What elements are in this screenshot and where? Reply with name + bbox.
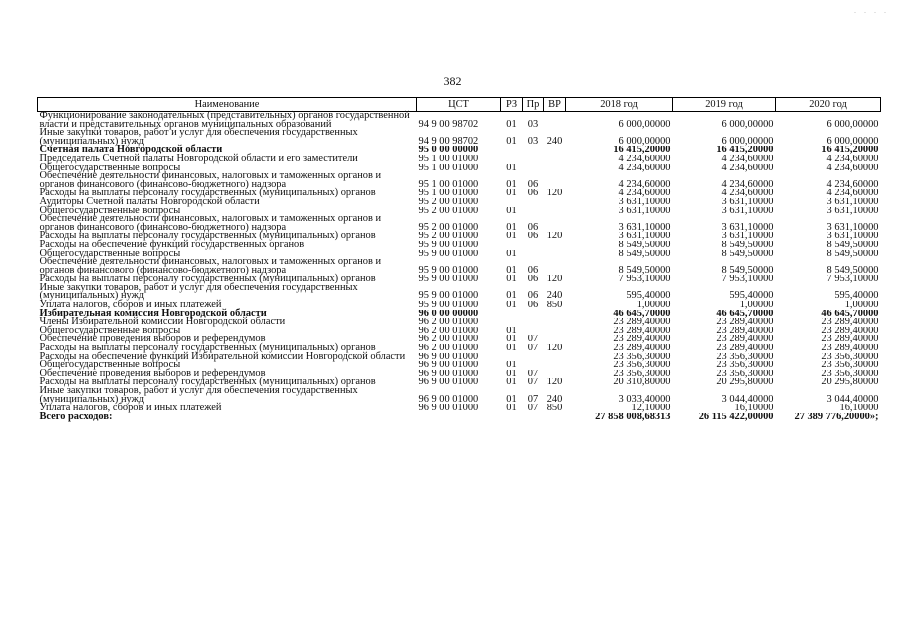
- page-number: 382: [443, 74, 462, 88]
- cell-name: Председатель Счетной палаты Новгородской области и его заместители: [39, 152, 358, 164]
- cell-rz: 01: [506, 335, 517, 345]
- cell-y2018: 20 310,80000: [613, 378, 671, 387]
- cell-vr: [544, 164, 566, 173]
- cell-y2018: 7 953,10000: [618, 275, 671, 284]
- cell-name: Члены Избирательной комиссии Новгородской области: [39, 316, 286, 328]
- cell-y2018: 8 549,50000: [618, 249, 671, 259]
- cell-cst: 96 2 00 01000: [418, 326, 479, 336]
- cell-cst: 95 9 00 01000: [418, 290, 479, 302]
- cell-y2019: 3 631,10000: [721, 221, 774, 233]
- corner-mark: . . . .: [854, 6, 889, 15]
- cell-y2019: 4 234,60000: [721, 154, 774, 164]
- cell-rz: 01: [506, 393, 517, 405]
- cell-rz: 01: [506, 290, 517, 302]
- budget-table: [37, 97, 881, 421]
- cell-vr: [544, 112, 566, 130]
- table-row: [38, 404, 881, 413]
- cell-rz: [501, 241, 523, 250]
- cell-vr: [544, 207, 566, 216]
- cell-cst: 95 2 00 01000: [418, 232, 479, 241]
- cell-y2019: 23 289,40000: [716, 318, 774, 327]
- cell-name: Расходы на обеспечение функций государственных органов: [39, 238, 305, 250]
- cell-y2020: 16,10000: [839, 404, 879, 413]
- cell-cst: 94 9 00 98702: [418, 118, 479, 130]
- cell-y2019: 16 415,20000: [716, 146, 774, 155]
- cell-name: Иные закупки товаров, работ и услуг для обеспечения государственных (муниципальных) нужд: [39, 127, 358, 147]
- cell-y2020: 8 549,50000: [826, 264, 879, 276]
- cell-y2018: 12,10000: [631, 404, 671, 413]
- cell-rz: [501, 310, 523, 319]
- cell-rz: 01: [506, 163, 517, 173]
- cell-cst: 95 1 00 01000: [418, 178, 479, 190]
- cell-y2018: 3 631,10000: [618, 206, 671, 216]
- cell-y2018: 595,40000: [626, 290, 671, 302]
- cell-name: Расходы на выплаты персоналу государственных (муниципальных) органов: [39, 230, 376, 242]
- cell-y2020: 7 953,10000: [826, 275, 879, 284]
- cell-y2019: 1,00000: [739, 301, 774, 310]
- cell-vr: [544, 413, 566, 422]
- cell-rz: 01: [506, 264, 517, 276]
- cell-cst: 95 1 00 01000: [418, 154, 479, 164]
- cell-pr: 07: [527, 369, 539, 379]
- cell-cst: 96 0 00 00000: [418, 309, 479, 319]
- cell-y2020: 23 356,30000: [821, 352, 879, 362]
- cell-y2020: 23 356,30000: [821, 361, 879, 370]
- cell-cst: 95 9 00 01000: [418, 240, 479, 250]
- cell-y2020: 3 631,10000: [826, 206, 879, 216]
- cell-cst: 95 9 00 01000: [418, 249, 479, 259]
- cell-rz: 01: [506, 189, 517, 198]
- cell-y2020: 595,40000: [834, 290, 879, 302]
- cell-rz: 01: [506, 378, 517, 387]
- cell-y2018: 16 415,20000: [613, 146, 671, 155]
- cell-cst: 94 9 00 98702: [418, 135, 479, 147]
- cell-pr: 07: [527, 393, 539, 405]
- cell-rz: [501, 318, 523, 327]
- cell-vr: [544, 250, 566, 259]
- cell-cst: [417, 413, 501, 422]
- cell-y2020: 23 356,30000: [821, 369, 879, 379]
- cell-rz: 01: [506, 249, 517, 259]
- cell-y2019: 16,10000: [734, 404, 774, 413]
- cell-name: Расходы на выплаты персоналу государственных (муниципальных) органов: [39, 376, 376, 388]
- cell-name: Избирательная комиссия Новгородской области: [39, 307, 267, 319]
- cell-cst: 95 0 00 00000: [418, 146, 479, 155]
- cell-cst: 96 9 00 01000: [418, 361, 479, 370]
- cell-rz: 01: [506, 326, 517, 336]
- cell-y2020: 8 549,50000: [826, 240, 879, 250]
- cell-cst: 96 9 00 01000: [418, 352, 479, 362]
- cell-cst: 95 9 00 01000: [418, 275, 479, 284]
- cell-vr: [544, 327, 566, 336]
- table-body: [38, 112, 881, 422]
- cell-rz: [501, 155, 523, 164]
- cell-pr: [523, 164, 544, 173]
- cell-vr: [544, 155, 566, 164]
- cell-pr: [523, 413, 544, 422]
- cell-name: Иные закупки товаров, работ и услуг для обеспечения государственных (муниципальных) нужд: [39, 385, 358, 405]
- cell-pr: [523, 155, 544, 164]
- cell-y2020: 4 234,60000: [826, 178, 879, 190]
- cell-vr: 850: [546, 404, 563, 413]
- cell-y2019: 20 295,80000: [716, 378, 774, 387]
- header-name: Наименование: [38, 98, 417, 112]
- cell-name: Обеспечение проведения выборов и референдумов: [39, 333, 266, 345]
- cell-name: Расходы на обеспечение функций Избирательной комиссии Новгородской области: [39, 350, 406, 362]
- cell-y2020: 1,00000: [844, 301, 879, 310]
- cell-cst: 96 9 00 01000: [418, 369, 479, 379]
- header-2019: 2019 год: [673, 98, 776, 112]
- cell-rz: 01: [506, 369, 517, 379]
- cell-pr: 06: [527, 264, 539, 276]
- cell-rz: [501, 353, 523, 362]
- cell-vr: 120: [546, 232, 563, 241]
- cell-pr: 06: [527, 221, 539, 233]
- cell-cst: 95 1 00 01000: [418, 163, 479, 173]
- cell-name: Всего расходов:: [39, 410, 113, 422]
- cell-name: Иные закупки товаров, работ и услуг для обеспечения государственных (муниципальных) нужд: [39, 281, 358, 302]
- cell-y2018: 23 356,30000: [613, 352, 671, 362]
- cell-cst: 95 9 00 01000: [418, 301, 479, 310]
- cell-y2019: 3 631,10000: [721, 197, 774, 207]
- cell-rz: 01: [506, 135, 517, 147]
- cell-y2018: 23 289,40000: [613, 344, 671, 353]
- cell-vr: 240: [546, 393, 563, 405]
- cell-pr: 06: [527, 301, 539, 310]
- header-2018: 2018 год: [566, 98, 673, 112]
- cell-y2018: 3 631,10000: [618, 232, 671, 241]
- header-cst: ЦСТ: [417, 98, 501, 112]
- cell-vr: [544, 241, 566, 250]
- header-rz: РЗ: [501, 98, 523, 112]
- cell-rz: 01: [506, 232, 517, 241]
- cell-y2020: 3 631,10000: [826, 221, 879, 233]
- cell-y2018: 4 234,60000: [618, 163, 671, 173]
- cell-y2019: 8 549,50000: [721, 240, 774, 250]
- cell-vr: 850: [546, 301, 563, 310]
- cell-vr: [544, 172, 566, 189]
- cell-rz: 01: [506, 404, 517, 413]
- cell-y2018: 3 631,10000: [618, 197, 671, 207]
- cell-y2019: 23 289,40000: [716, 344, 774, 353]
- cell-y2018: 23 356,30000: [613, 361, 671, 370]
- cell-vr: [544, 310, 566, 319]
- cell-y2018: 4 234,60000: [618, 178, 671, 190]
- cell-name: Обеспечение проведения выборов и референдумов: [39, 367, 266, 379]
- cell-name: Расходы на выплаты персоналу государственных (муниципальных) органов: [39, 187, 376, 199]
- cell-name: Расходы на выплаты персоналу государственных (муниципальных) органов: [39, 342, 376, 354]
- cell-name: Функционирование законодательных (представительных) органов государственной власти и представительных органов муниципальных образований: [39, 110, 410, 130]
- cell-rz: 01: [506, 275, 517, 284]
- cell-vr: [544, 335, 566, 344]
- cell-pr: [523, 207, 544, 216]
- cell-name: Обеспечение деятельности финансовых, налоговых и таможенных органов и органов финансового (финансово-бюджетного) надзора: [39, 256, 382, 276]
- cell-pr: 06: [527, 290, 539, 302]
- cell-name: Расходы на выплаты персоналу государственных (муниципальных) органов: [39, 273, 376, 285]
- cell-name: Общегосударственные вопросы: [39, 247, 181, 259]
- cell-cst: 96 2 00 01000: [418, 318, 479, 327]
- cell-pr: 07: [527, 344, 539, 353]
- cell-pr: [523, 353, 544, 362]
- cell-pr: [523, 310, 544, 319]
- cell-y2020: 4 234,60000: [826, 154, 879, 164]
- cell-vr: 120: [546, 275, 563, 284]
- header-2020: 2020 год: [776, 98, 881, 112]
- cell-y2018: 23 289,40000: [613, 318, 671, 327]
- cell-y2019: 6 000,00000: [721, 135, 774, 147]
- cell-name: Уплата налогов, сборов и иных платежей: [39, 402, 222, 414]
- cell-cst: 96 9 00 01000: [418, 393, 479, 405]
- cell-vr: 120: [546, 189, 563, 198]
- cell-vr: [544, 146, 566, 155]
- cell-vr: [544, 318, 566, 327]
- cell-y2019: 26 115 422,00000: [698, 412, 774, 422]
- cell-y2019: 595,40000: [729, 290, 774, 302]
- cell-cst: 95 9 00 01000: [418, 264, 479, 276]
- table-row: [38, 413, 881, 422]
- cell-vr: [544, 353, 566, 362]
- cell-y2020: 6 000,00000: [826, 135, 879, 147]
- cell-pr: [523, 198, 544, 207]
- cell-vr: [544, 215, 566, 232]
- cell-y2019: 8 549,50000: [721, 249, 774, 259]
- cell-y2019: 4 234,60000: [721, 189, 774, 198]
- cell-y2018: 8 549,50000: [618, 240, 671, 250]
- cell-rz: 01: [506, 178, 517, 190]
- cell-pr: 03: [527, 118, 539, 130]
- cell-y2018: 3 631,10000: [618, 221, 671, 233]
- cell-pr: [523, 250, 544, 259]
- cell-cst: 96 2 00 01000: [418, 344, 479, 353]
- cell-pr: 06: [527, 232, 539, 241]
- cell-y2019: 4 234,60000: [721, 163, 774, 173]
- cell-y2019: 3 631,10000: [721, 232, 774, 241]
- cell-pr: [523, 327, 544, 336]
- cell-rz: [501, 413, 523, 422]
- cell-name: Общегосударственные вопросы: [39, 204, 181, 216]
- cell-y2020: 27 389 776,20000»;: [794, 412, 879, 422]
- cell-vr: [544, 361, 566, 370]
- cell-y2020: 23 289,40000: [821, 344, 879, 353]
- cell-y2020: 3 631,10000: [826, 232, 879, 241]
- header-pr: Пр: [523, 98, 544, 112]
- cell-cst: 95 2 00 01000: [418, 197, 479, 207]
- cell-cst: 95 1 00 01000: [418, 189, 479, 198]
- cell-cst: 96 9 00 01000: [418, 378, 479, 387]
- cell-y2018: 6 000,00000: [618, 135, 671, 147]
- cell-y2018: 4 234,60000: [618, 189, 671, 198]
- cell-y2018: 1,00000: [636, 301, 671, 310]
- cell-y2018: 27 858 008,68313: [595, 412, 671, 422]
- cell-cst: 95 2 00 01000: [418, 221, 479, 233]
- cell-rz: 01: [506, 221, 517, 233]
- cell-y2019: 23 289,40000: [716, 335, 774, 345]
- cell-cst: 95 2 00 01000: [418, 206, 479, 216]
- cell-y2019: 23 289,40000: [716, 326, 774, 336]
- cell-vr: [544, 258, 566, 275]
- cell-y2019: 3 631,10000: [721, 206, 774, 216]
- cell-y2019: 3 044,40000: [721, 393, 774, 405]
- cell-rz: [501, 198, 523, 207]
- cell-pr: [523, 361, 544, 370]
- cell-y2018: 8 549,50000: [618, 264, 671, 276]
- cell-pr: [523, 241, 544, 250]
- header-vr: ВР: [544, 98, 566, 112]
- cell-y2019: 4 234,60000: [721, 178, 774, 190]
- cell-vr: [544, 198, 566, 207]
- cell-y2020: 23 289,40000: [821, 318, 879, 327]
- cell-y2020: 23 289,40000: [821, 326, 879, 336]
- cell-y2020: 4 234,60000: [826, 189, 879, 198]
- cell-y2019: 6 000,00000: [721, 118, 774, 130]
- cell-pr: [523, 318, 544, 327]
- cell-y2020: 3 044,40000: [826, 393, 879, 405]
- cell-pr: 06: [527, 189, 539, 198]
- cell-name: Обеспечение деятельности финансовых, налоговых и таможенных органов и органов финансового (финансово-бюджетного) надзора: [39, 213, 382, 233]
- cell-y2018: 23 356,30000: [613, 369, 671, 379]
- cell-pr: 07: [527, 378, 539, 387]
- cell-y2018: 23 289,40000: [613, 326, 671, 336]
- cell-y2018: 46 645,70000: [613, 309, 671, 319]
- cell-cst: 96 9 00 01000: [418, 404, 479, 413]
- cell-pr: 06: [527, 178, 539, 190]
- cell-y2020: 6 000,00000: [826, 118, 879, 130]
- cell-vr: 120: [546, 344, 563, 353]
- cell-pr: 03: [527, 135, 539, 147]
- cell-y2020: 23 289,40000: [821, 335, 879, 345]
- cell-y2020: 20 295,80000: [821, 378, 879, 387]
- cell-y2019: 23 356,30000: [716, 369, 774, 379]
- cell-y2019: 46 645,70000: [716, 309, 774, 319]
- cell-y2019: 23 356,30000: [716, 352, 774, 362]
- cell-y2019: 7 953,10000: [721, 275, 774, 284]
- cell-y2020: 4 234,60000: [826, 163, 879, 173]
- cell-rz: [501, 146, 523, 155]
- cell-pr: 07: [527, 404, 539, 413]
- cell-cst: 96 2 00 01000: [418, 335, 479, 345]
- cell-rz: 01: [506, 206, 517, 216]
- cell-pr: [523, 146, 544, 155]
- cell-y2020: 46 645,70000: [821, 309, 879, 319]
- cell-name: Счетная палата Новгородской области: [39, 144, 223, 156]
- cell-rz: 01: [506, 361, 517, 370]
- cell-pr: 06: [527, 275, 539, 284]
- cell-y2019: 8 549,50000: [721, 264, 774, 276]
- cell-name: Обеспечение деятельности финансовых, налоговых и таможенных органов и органов финансового (финансово-бюджетного) надзора: [39, 170, 382, 190]
- cell-rz: 01: [506, 118, 517, 130]
- cell-y2019: 23 356,30000: [716, 361, 774, 370]
- cell-vr: 240: [546, 290, 563, 302]
- cell-vr: 240: [546, 135, 563, 147]
- cell-rz: 01: [506, 344, 517, 353]
- cell-y2020: 3 631,10000: [826, 197, 879, 207]
- cell-vr: 120: [546, 378, 563, 387]
- cell-y2018: 6 000,00000: [618, 118, 671, 130]
- cell-vr: [544, 370, 566, 379]
- cell-name: Аудиторы Счетной палаты Новгородской области: [39, 195, 260, 207]
- cell-rz: 01: [506, 301, 517, 310]
- cell-pr: 07: [527, 335, 539, 345]
- cell-name: Уплата налогов, сборов и иных платежей: [39, 299, 222, 311]
- cell-y2018: 4 234,60000: [618, 154, 671, 164]
- cell-name: Общегосударственные вопросы: [39, 359, 181, 371]
- cell-name: Общегосударственные вопросы: [39, 324, 181, 336]
- cell-y2018: 23 289,40000: [613, 335, 671, 345]
- cell-y2018: 3 033,40000: [618, 393, 671, 405]
- cell-y2020: 8 549,50000: [826, 249, 879, 259]
- cell-y2020: 16 415,20000: [821, 146, 879, 155]
- cell-name: Общегосударственные вопросы: [39, 161, 181, 173]
